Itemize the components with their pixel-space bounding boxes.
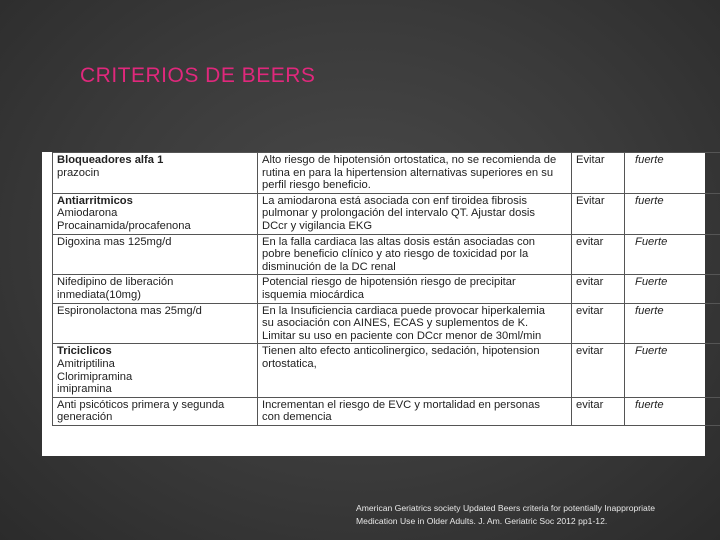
drug-name: prazocin	[57, 166, 100, 179]
drug-class-heading: Antiarritmicos	[57, 194, 133, 207]
rationale-line: En la falla cardiaca las altas dosis están asociadas con	[262, 235, 536, 248]
rationale-cell	[258, 303, 572, 344]
rationale-cell	[258, 344, 572, 397]
table-panel	[42, 152, 705, 456]
rationale-cell	[258, 193, 572, 234]
recommendation: evitar	[576, 304, 604, 317]
rationale-line: su asociación con AINES, ECAS y suplementos de K.	[262, 317, 529, 330]
drug-cell	[53, 275, 258, 303]
recommendation-cell	[572, 344, 625, 397]
table-row	[53, 275, 720, 303]
strength: fuerte	[635, 154, 664, 166]
recommendation-cell	[572, 193, 625, 234]
table-row	[53, 303, 720, 344]
drug-name: Nifedipino de liberación	[57, 276, 174, 289]
strength: Fuerte	[635, 276, 668, 289]
recommendation-cell	[572, 303, 625, 344]
rationale-line: pobre beneficio clínico y ato riesgo de toxicidad por la	[262, 248, 529, 261]
slide-title: CRITERIOS DE BEERS	[80, 64, 316, 87]
beers-criteria-table	[52, 152, 720, 426]
table-row	[53, 344, 720, 397]
drug-name: generación	[57, 411, 113, 424]
rationale-line: Incrementan el riesgo de EVC y mortalidad en personas	[262, 398, 540, 411]
strength-cell	[625, 234, 720, 275]
rationale-line: En la Insuficiencia cardiaca puede provocar hiperkalemia	[262, 304, 545, 317]
table-row	[53, 153, 720, 194]
drug-cell	[53, 397, 258, 425]
rationale-line: disminución de la DC renal	[262, 260, 396, 273]
rationale-cell	[258, 234, 572, 275]
rationale-line: con demencia	[262, 411, 332, 424]
recommendation: evitar	[576, 235, 604, 248]
table-row	[53, 397, 720, 425]
drug-name: Amiodarona	[57, 207, 118, 220]
rationale-line: Alto riesgo de hipotensión ortostatica, no se recomienda de	[262, 154, 557, 166]
recommendation-cell	[572, 397, 625, 425]
strength: Fuerte	[635, 235, 668, 248]
strength-cell	[625, 344, 720, 397]
table-row	[53, 234, 720, 275]
citation-line: American Geriatrics society Updated Beers criteria for potentially Inappropriate	[356, 503, 656, 513]
strength: fuerte	[635, 398, 664, 411]
drug-name: inmediata(10mg)	[57, 288, 141, 301]
rationale-line: ortostatica,	[262, 357, 317, 370]
strength-cell	[625, 303, 720, 344]
drug-name: imipramina	[57, 383, 112, 396]
recommendation: evitar	[576, 398, 604, 411]
drug-name: Amitriptilina	[57, 357, 115, 370]
citation	[356, 502, 716, 528]
drug-cell	[53, 344, 258, 397]
rationale-cell	[258, 397, 572, 425]
rationale-line: DCcr y vigilancia EKG	[262, 219, 373, 232]
recommendation: evitar	[576, 276, 604, 289]
drug-name: Espironolactona mas 25mg/d	[57, 304, 202, 317]
rationale-line: rutina en para la hipertension alternativas superiores en su	[262, 166, 554, 179]
drug-name: Clorimipramina	[57, 370, 133, 383]
drug-cell	[53, 303, 258, 344]
drug-cell	[53, 234, 258, 275]
citation-line: Medication Use in Older Adults. J. Am. Geriatric Soc 2012 pp1-12.	[356, 516, 608, 526]
drug-name: Digoxina mas 125mg/d	[57, 235, 172, 248]
rationale-line: La amiodarona está asociada con enf tiroidea fibrosis	[262, 194, 527, 207]
drug-class-heading: Triciclicos	[57, 345, 112, 358]
strength: fuerte	[635, 304, 664, 317]
rationale-line: pulmonar y prolongación del intervalo QT. Ajustar dosis	[262, 207, 535, 220]
drug-name: Anti psicóticos primera y segunda	[57, 398, 225, 411]
rationale-line: Limitar su uso en paciente con DCcr menor de 30ml/min	[262, 329, 542, 342]
recommendation-cell	[572, 234, 625, 275]
drug-name: Procainamida/procafenona	[57, 219, 191, 232]
recommendation-cell	[572, 153, 625, 194]
strength-cell	[625, 275, 720, 303]
rationale-line: perfil riesgo beneficio.	[262, 179, 371, 192]
drug-cell	[53, 153, 258, 194]
table-row	[53, 193, 720, 234]
recommendation: evitar	[576, 345, 604, 358]
strength: fuerte	[635, 194, 664, 207]
recommendation: Evitar	[576, 154, 605, 166]
strength-cell	[625, 193, 720, 234]
rationale-line: Potencial riesgo de hipotensión riesgo de precipitar	[262, 276, 516, 289]
drug-cell	[53, 193, 258, 234]
rationale-cell	[258, 275, 572, 303]
rationale-line: isquemia miocárdica	[262, 288, 364, 301]
strength-cell	[625, 153, 720, 194]
rationale-line: Tienen alto efecto anticolinergico, sedación, hipotension	[262, 345, 540, 358]
strength-cell	[625, 397, 720, 425]
rationale-cell	[258, 153, 572, 194]
drug-class-heading: Bloqueadores alfa 1	[57, 154, 164, 166]
strength: Fuerte	[635, 345, 668, 358]
recommendation-cell	[572, 275, 625, 303]
recommendation: Evitar	[576, 194, 605, 207]
